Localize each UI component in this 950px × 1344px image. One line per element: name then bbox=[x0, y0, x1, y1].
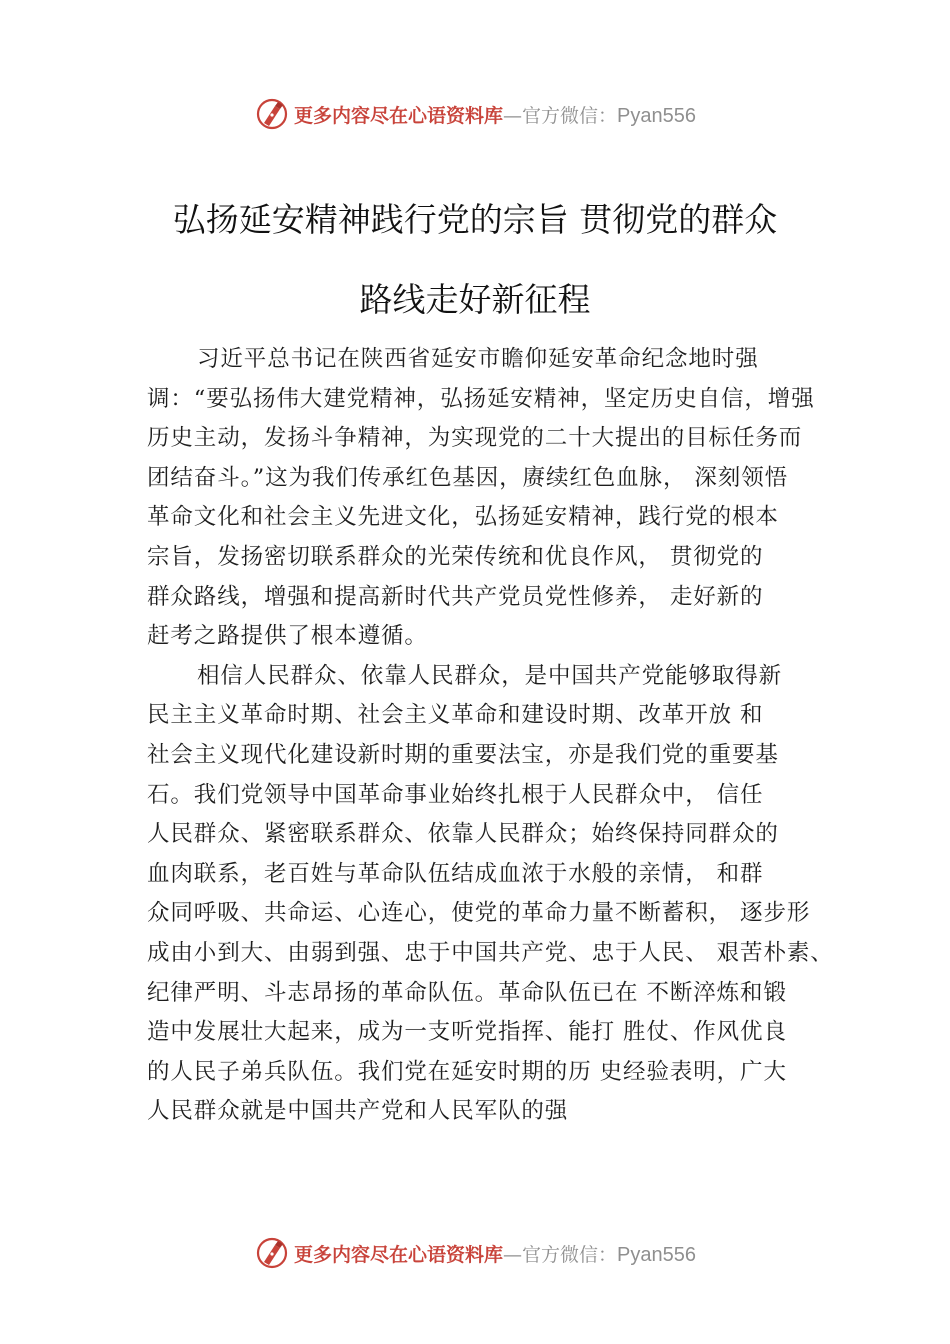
banner-text bbox=[294, 1240, 696, 1267]
body-line: 团结奋斗。”这为我们传承红色基因，赓续红色血脉， 深刻领悟 bbox=[147, 464, 789, 491]
body-line: 相信人民群众、依靠人民群众，是中国共产党能够取得新 bbox=[197, 662, 783, 689]
banner-wechat-label: —官方微信： bbox=[503, 1243, 618, 1266]
body-line: 人民群众就是中国共产党和人民军队的强 bbox=[147, 1098, 569, 1125]
banner-wechat-label: —官方微信： bbox=[503, 104, 618, 127]
body-line: 造中发展壮大起来，成为一支听党指挥、能打 胜仗、作风优良 bbox=[147, 1019, 787, 1046]
body-line: 革命文化和社会主义先进文化，弘扬延安精神，践行党的根本 bbox=[147, 504, 779, 531]
body-line: 习近平总书记在陕西省延安市瞻仰延安革命纪念地时强 bbox=[197, 346, 759, 372]
footer-banner bbox=[0, 1233, 950, 1273]
document-title bbox=[120, 180, 830, 340]
body-line: 调：“要弘扬伟大建党精神，弘扬延安精神，坚定历史自信，增强 bbox=[147, 385, 815, 412]
banner-site-name: 更多内容尽在心语资料库 bbox=[294, 1243, 504, 1266]
body-line: 赶考之路提供了根本遵循。 bbox=[147, 623, 428, 650]
pen-nib-circle-icon bbox=[254, 96, 290, 132]
document-body bbox=[147, 340, 847, 1132]
banner-wechat-id: Pyan556 bbox=[617, 1243, 696, 1266]
banner-wechat-id: Pyan556 bbox=[617, 104, 696, 127]
body-line: 民主主义革命时期、社会主义革命和建设时期、改革开放 和 bbox=[147, 702, 764, 729]
title-line-2: 路线走好新征程 bbox=[359, 280, 591, 319]
body-line: 群众路线，增强和提高新时代共产党员党性修养， 走好新的 bbox=[147, 583, 764, 610]
body-line: 众同呼吸、共命运、心连心，使党的革命力量不断蓄积， 逐步形 bbox=[147, 900, 811, 927]
title-line-1: 弘扬延安精神践行党的宗旨 贯彻党的群众 bbox=[172, 200, 778, 239]
body-line: 人民群众、紧密联系群众、依靠人民群众；始终保持同群众的 bbox=[147, 821, 779, 848]
body-line: 的人民子弟兵队伍。我们党在延安时期的历 史经验表明，广大 bbox=[147, 1058, 787, 1085]
header-banner bbox=[0, 94, 950, 134]
body-line: 成由小到大、由弱到强、忠于中国共产党、忠于人民、 艰苦朴素、 bbox=[147, 939, 834, 966]
body-line: 历史主动，发扬斗争精神，为实现党的二十大提出的目标任务而 bbox=[147, 425, 803, 452]
body-line: 石。我们党领导中国革命事业始终扎根于人民群众中， 信任 bbox=[147, 781, 764, 808]
banner-text bbox=[294, 101, 696, 128]
body-line: 社会主义现代化建设新时期的重要法宝，亦是我们党的重要基 bbox=[147, 741, 779, 768]
body-line: 纪律严明、斗志昂扬的革命队伍。革命队伍已在 不断淬炼和锻 bbox=[147, 979, 787, 1006]
body-line: 血肉联系，老百姓与革命队伍结成血浓于水般的亲情， 和群 bbox=[147, 860, 764, 887]
body-line: 宗旨，发扬密切联系群众的光荣传统和优良作风， 贯彻党的 bbox=[147, 543, 764, 570]
pen-nib-circle-icon bbox=[254, 1235, 290, 1271]
banner-site-name: 更多内容尽在心语资料库 bbox=[294, 104, 504, 127]
